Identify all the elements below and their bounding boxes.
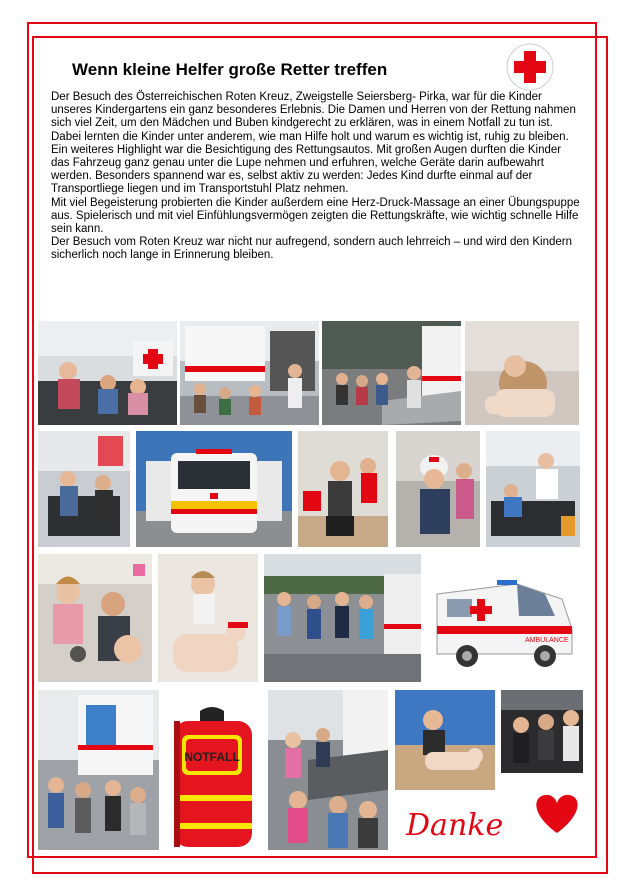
article-text [51,91,581,263]
photo-children-at-open-ambulance [38,690,159,850]
heart-icon [536,795,577,833]
photo-child-cpr-mannequin [465,321,579,425]
emergency-backpack [162,703,262,853]
photo-child-cpr-floor [395,690,495,790]
paragraph-2: Ein weiteres Highlight war die Besichtigung des Rettungsautos. Mit großen Augen durften die Kinder das Fahrzeug ganz genau unter die Lupe nehmen und erfuhren, welche Geräte darin aufbewahrt werden. Besonders spannend war es, selbst aktiv zu werden: Jedes Kind durfte einmal auf der Transportliege liegen und im Transportstuhl Platz nehmen. [51,143,562,196]
ambulance-illustration [427,554,580,682]
thank-you-graphic [402,785,582,845]
page-title: Wenn kleine Helfer große Retter treffen [72,60,388,79]
red-cross-logo [505,42,555,92]
paragraph-1: Der Besuch des Österreichischen Roten Kreuz, Zweigstelle Seiersberg- Pirka, war für die Kinder unseres Kindergartens ein ganz besonderes Erlebnis. Die Damen und Herren von der Rettung nahmen sich viel Zeit, um den Mädchen und Buben kindgerecht zu erklären, was in einem Notfall zu tun ist. Dabei lernten die Kinder unter anderem, wie man Hilfe holt und warum es wichtig ist, ruhig zu bleiben. [51,91,576,143]
danke-text: Danke [406,808,504,843]
photo-group-outside-ambulance [264,554,421,682]
photo-ambulance-interior-children [38,321,177,425]
paragraph-3: Mit viel Begeisterung probierten die Kinder außerdem eine Herz-Druck-Massage an einer Übungspuppe aus. Spielerisch und mit viel Einfühlungsvermögen zeigten die Rettungskräfte, wie wichtig schnelle Hilfe sein kann. [51,196,580,236]
backpack-label: NOTFALL [184,750,240,764]
photo-children-stethoscope [38,554,152,682]
photo-children-on-ramp [268,690,388,850]
paragraph-4: Der Besuch vom Roten Kreuz war nicht nur aufregend, sondern auch lehrreich – und wird den Kindern sicherlich noch lange in Erinnerung bleiben. [51,236,572,262]
photo-children-at-ambulance-rear [180,321,319,425]
ambulance-label: AMBULANCE [525,637,569,644]
photo-child-practicing-cpr [158,554,258,682]
photo-ramp-ambulance-group [322,321,461,425]
photo-children-and-paramedic [501,690,583,773]
photo-child-on-stretcher-with-paramedic [486,431,580,547]
photo-ambulance-front-view [136,431,292,547]
photo-child-in-transport-chair [298,431,388,547]
photo-child-with-helmet [396,431,480,547]
photo-children-on-stretcher [38,431,130,547]
